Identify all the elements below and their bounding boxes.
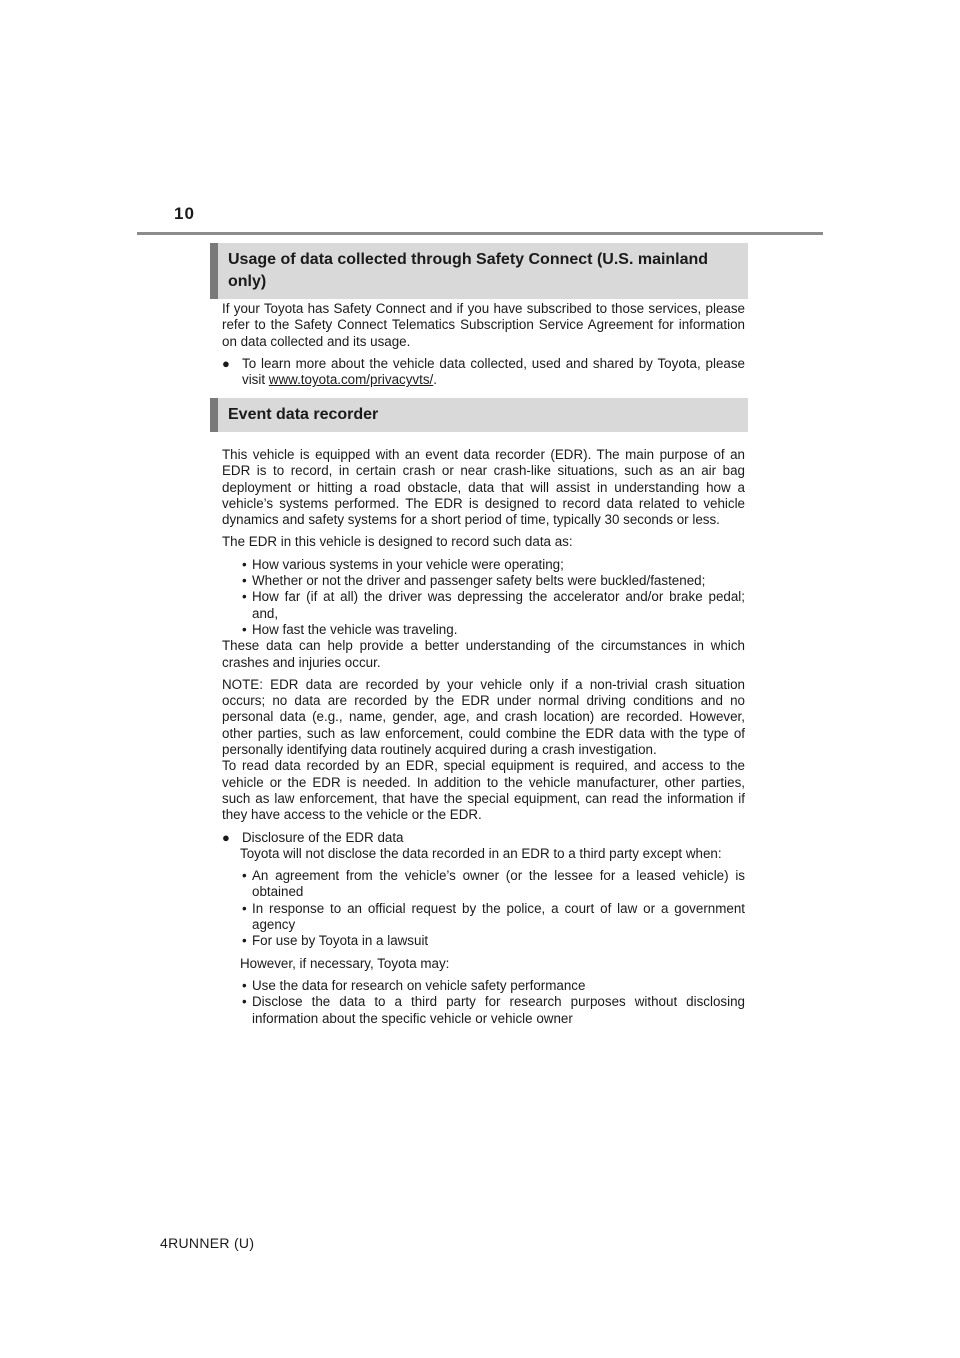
bullet-text: To learn more about the vehicle data collected, used and shared by Toyota, please visit	[242, 355, 745, 388]
bullet-text-suffix: .	[433, 372, 437, 388]
section-heading-event-data-recorder: Event data recorder	[210, 398, 748, 432]
bullet-circle-icon: ●	[222, 829, 230, 845]
disclosure-list	[222, 868, 745, 949]
list-item: • For use by Toyota in a lawsuit	[222, 933, 745, 949]
disclosure-block	[240, 846, 745, 1027]
section-edr-body	[222, 447, 745, 1027]
list-item	[222, 356, 745, 389]
list-item: • An agreement from the vehicle’s owner (or the lessee for a leased vehicle) is obtained	[222, 868, 745, 901]
section-heading-safety-connect: Usage of data collected through Safety Connect (U.S. mainland only)	[210, 243, 748, 299]
list-item: • Disclose the data to a third party for research purposes without disclosing information about the specific vehicle or vehicle owner	[222, 994, 745, 1027]
list-item: • Whether or not the driver and passenger safety belts were buckled/fastened;	[222, 573, 745, 589]
edr-data-list	[222, 557, 745, 638]
paragraph: To read data recorded by an EDR, special equipment is required, and access to the vehicle or the EDR is needed. In addition to the vehicle manufacturer, other parties, such as law enforcement, that have the special equipment, can read the information if they have access to the vehicle or the EDR.	[222, 758, 745, 823]
footer-model-label: 4RUNNER (U)	[160, 1235, 255, 1251]
paragraph: If your Toyota has Safety Connect and if you have subscribed to those services, please refer to the Safety Connect Telematics Subscription Service Agreement for information on data collected and its usage.	[222, 301, 745, 349]
paragraph: Toyota will not disclose the data recorded in an EDR to a third party except when:	[240, 845, 722, 861]
page-number: 10	[174, 204, 195, 223]
note-paragraph: NOTE: EDR data are recorded by your vehicle only if a non-trivial crash situation occurs; no data are recorded by the EDR under normal driving conditions and no personal data (e.g., name, gender, age, and crash location) are recorded. However, other parties, such as law enforcement, could combine the EDR data with the type of personally identifying data routinely acquired during a crash investigation.	[222, 676, 745, 758]
privacy-link[interactable]: www.toyota.com/privacyvts/	[268, 372, 434, 388]
list-item: • In response to an official request by the police, a court of law or a government agency	[222, 901, 745, 934]
paragraph: The EDR in this vehicle is designed to record such data as:	[222, 534, 573, 550]
bullet-title: Disclosure of the EDR data	[242, 829, 404, 845]
research-list	[222, 978, 745, 1027]
list-item	[222, 830, 745, 846]
top-rule-divider	[137, 232, 823, 235]
bullet-circle-icon: ●	[222, 355, 230, 371]
list-item: • How various systems in your vehicle were operating;	[222, 557, 745, 573]
paragraph: These data can help provide a better understanding of the circumstances in which crashes and injuries occur.	[222, 638, 745, 670]
section-safety-connect-body	[222, 301, 745, 388]
list-item: • How far (if at all) the driver was depressing the accelerator and/or brake pedal; and,	[222, 589, 745, 622]
paragraph: This vehicle is equipped with an event data recorder (EDR). The main purpose of an EDR is to record, in certain crash or near crash-like situations, such as an air bag deployment or hitting a road obstacle, data that will assist in understanding how a vehicle’s systems performed. The EDR is designed to record data related to vehicle dynamics and safety systems for a short period of time, typically 30 seconds or less.	[222, 447, 745, 528]
paragraph: However, if necessary, Toyota may:	[240, 955, 450, 971]
list-item: • Use the data for research on vehicle safety performance	[222, 978, 745, 994]
list-item: • How fast the vehicle was traveling.	[222, 622, 745, 638]
